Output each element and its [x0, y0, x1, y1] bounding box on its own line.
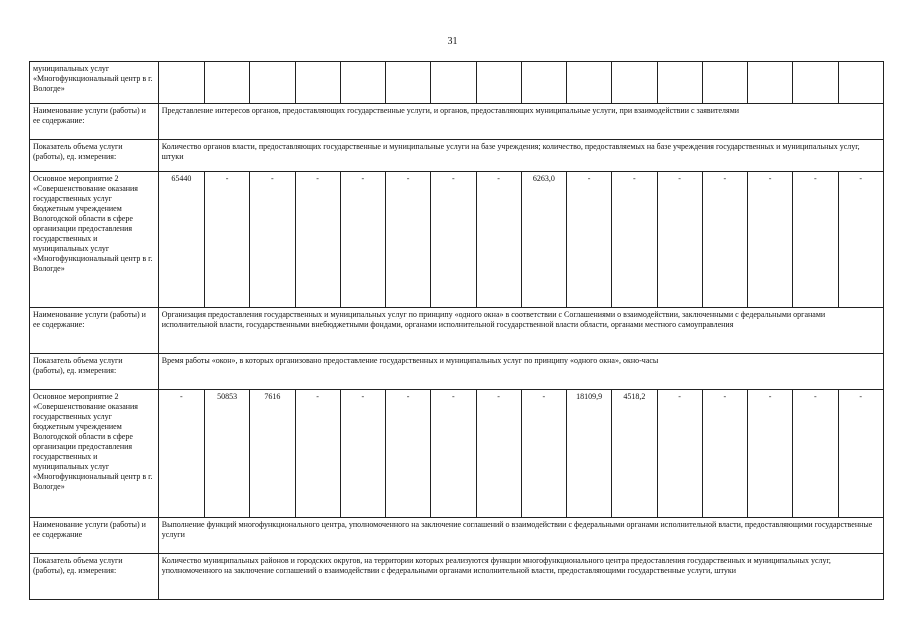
value-cell	[431, 62, 476, 104]
value-cell: -	[838, 390, 883, 518]
value-cell: -	[340, 390, 385, 518]
table-row	[30, 140, 884, 172]
value-cell: -	[748, 172, 793, 308]
row-text: Количество муниципальных районов и городских округов, на территории которых реализуются функции многофункционального центра предоставления государственных и муниципальных услуг, уполномоченного на заключение соглашений о взаимодействии с федеральными органами исполнительной власти, предоставляющими государственные услуги, штуки	[158, 554, 883, 600]
value-cell	[205, 62, 250, 104]
row-label: Показатель объема услуги (работы), ед. измерения:	[30, 140, 159, 172]
table-row	[30, 354, 884, 390]
row-label: Наименование услуги (работы) и ее содержание	[30, 518, 159, 554]
value-cell: -	[748, 390, 793, 518]
value-cell: -	[386, 172, 431, 308]
row-label: Показатель объема услуги (работы), ед. измерения:	[30, 554, 159, 600]
value-cell	[295, 62, 340, 104]
value-cell: 50853	[205, 390, 250, 518]
value-cell	[612, 62, 657, 104]
row-label: Наименование услуги (работы) и ее содержание:	[30, 308, 159, 354]
table-row	[30, 554, 884, 600]
table-row	[30, 518, 884, 554]
row-text: Представление интересов органов, предоставляющих государственные услуги, и органов, предоставляющих муниципальные услуги, при взаимодействии с заявителями	[158, 104, 883, 140]
value-cell: -	[386, 390, 431, 518]
row-text: Время работы «окон», в которых организовано предоставление государственных и муниципальных услуг по принципу «одного окна», окно-часы	[158, 354, 883, 390]
row-label: Показатель объема услуги (работы), ед. измерения:	[30, 354, 159, 390]
value-cell: -	[340, 172, 385, 308]
table-row	[30, 308, 884, 354]
value-cell: -	[657, 172, 702, 308]
row-label: Основное мероприятие 2 «Совершенствование оказания государственных услуг бюджетным учреждением Вологодской области в сфере организации предоставления государственных и муниципальных услуг «Многофункциональный центр в г. Вологде»	[30, 390, 159, 518]
value-cell	[476, 62, 521, 104]
value-cell	[340, 62, 385, 104]
page-number: 31	[447, 36, 458, 47]
table-row	[30, 172, 884, 308]
row-label: Основное мероприятие 2 «Совершенствование оказания государственных услуг бюджетным учреждением Вологодской области в сфере организации предоставления государственных и муниципальных услуг «Многофункциональный центр в г. Вологде»	[30, 172, 159, 308]
row-label: Наименование услуги (работы) и ее содержание:	[30, 104, 159, 140]
table-row	[30, 104, 884, 140]
value-cell: -	[476, 172, 521, 308]
value-cell: -	[205, 172, 250, 308]
value-cell	[702, 62, 747, 104]
row-text: Организация предоставления государственных и муниципальных услуг по принципу «одного окна» в соответствии с Соглашениями о взаимодействии, заключенными с федеральными органами исполнительной власти, государственными внебюджетными фондами, органами исполнительной государственной власти области, органами местного самоуправления	[158, 308, 883, 354]
row-text: Выполнение функций многофункционального центра, уполномоченного на заключение соглашений о взаимодействии с федеральными органами исполнительной власти, предоставляющими государственные услуги	[158, 518, 883, 554]
value-cell	[748, 62, 793, 104]
value-cell	[567, 62, 612, 104]
value-cell	[386, 62, 431, 104]
value-cell: -	[567, 172, 612, 308]
value-cell	[158, 62, 204, 104]
value-cell	[793, 62, 838, 104]
value-cell: 18109,9	[567, 390, 612, 518]
value-cell: -	[793, 390, 838, 518]
value-cell: -	[431, 172, 476, 308]
value-cell: 6263,0	[521, 172, 566, 308]
value-cell: -	[702, 172, 747, 308]
value-cell: 4518,2	[612, 390, 657, 518]
value-cell	[250, 62, 295, 104]
value-cell: -	[702, 390, 747, 518]
value-cell: 65440	[158, 172, 204, 308]
value-cell	[657, 62, 702, 104]
value-cell: -	[295, 172, 340, 308]
value-cell: -	[612, 172, 657, 308]
row-label: муниципальных услуг «Многофункциональный центр в г. Вологде»	[30, 62, 159, 104]
value-cell	[521, 62, 566, 104]
value-cell: -	[838, 172, 883, 308]
budget-table	[29, 61, 884, 600]
value-cell: 7616	[250, 390, 295, 518]
value-cell: -	[793, 172, 838, 308]
value-cell: -	[158, 390, 204, 518]
value-cell: -	[431, 390, 476, 518]
row-text: Количество органов власти, предоставляющих государственные и муниципальные услуги на базе учреждения; количество, предоставляемых на базе учреждения государственных и муниципальных услуг, штуки	[158, 140, 883, 172]
value-cell: -	[250, 172, 295, 308]
value-cell: -	[657, 390, 702, 518]
table-row	[30, 62, 884, 104]
value-cell: -	[476, 390, 521, 518]
table-row	[30, 390, 884, 518]
value-cell: -	[521, 390, 566, 518]
value-cell: -	[295, 390, 340, 518]
value-cell	[838, 62, 883, 104]
